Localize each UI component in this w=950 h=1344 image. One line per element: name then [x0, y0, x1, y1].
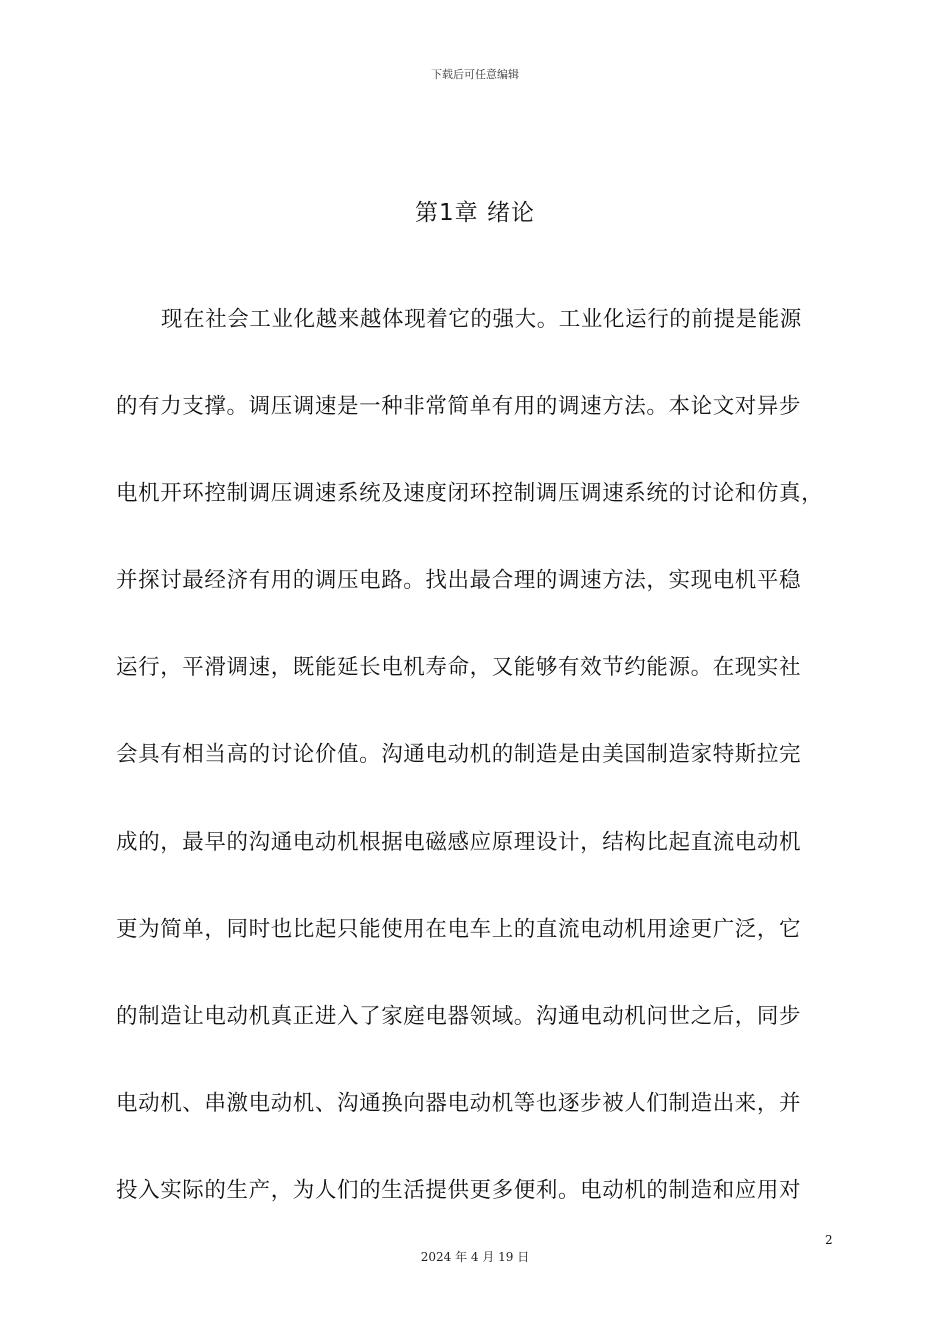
- text-line: 并探讨最经济有用的调压电路。找出最合理的调速方法，实现电机平稳: [116, 568, 802, 594]
- text-line: 成的，最早的沟通电动机根据电磁感应原理设计，结构比起直流电动机: [116, 829, 802, 855]
- text-line: 现在社会工业化越来越体现着它的强大。工业化运行的前提是能源: [161, 307, 802, 332]
- footer-date: 2024 年 4 月 19 日: [420, 1250, 530, 1264]
- body-paragraph: [116, 297, 840, 1255]
- chapter-title: 第1章 绪论: [415, 200, 535, 226]
- text-line: 的有力支撑。调压调速是一种非常简单有用的调速方法。本论文对异步: [116, 394, 802, 420]
- text-line: 电动机、串激电动机、沟通换向器电动机等也逐步被人们制造出来，并: [116, 1090, 802, 1116]
- text-line: 更为简单，同时也比起只能使用在电车上的直流电动机用途更广泛，它: [116, 916, 802, 942]
- text-line: 的制造让电动机真正进入了家庭电器领域。沟通电动机问世之后，同步: [116, 1003, 802, 1029]
- text-line: 运行，平滑调速，既能延长电机寿命，又能够有效节约能源。在现实社: [116, 655, 802, 681]
- text-line: 会具有相当高的讨论价值。沟通电动机的制造是由美国制造家特斯拉完: [116, 742, 802, 768]
- page-header: 下载后可任意编辑: [431, 68, 519, 81]
- text-line: 投入实际的生产，为人们的生活提供更多便利。电动机的制造和应用对: [116, 1177, 802, 1203]
- text-line: 电机开环控制调压调速系统及速度闭环控制调压调速系统的讨论和仿真，: [116, 481, 824, 507]
- page-number: 2: [825, 1233, 833, 1247]
